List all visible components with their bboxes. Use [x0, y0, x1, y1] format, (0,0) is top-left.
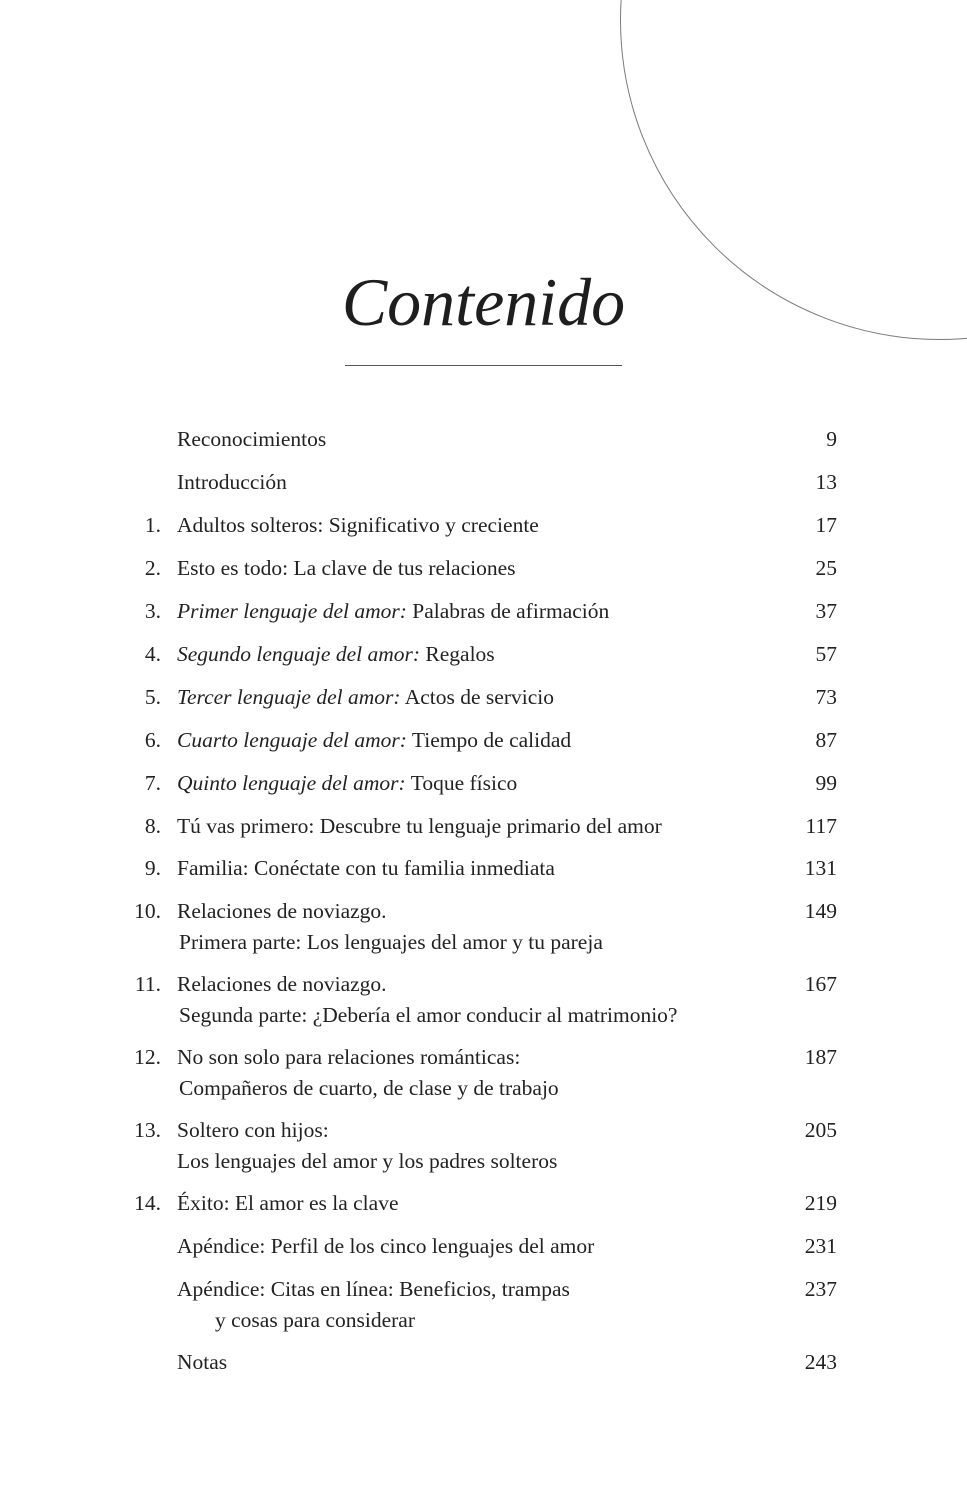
toc-entry-page: 187	[804, 1045, 837, 1069]
toc-entry-title: Tú vas primero: Descubre tu lenguaje primario del amor	[177, 814, 662, 838]
toc-entry-title: Familia: Conéctate con tu familia inmediata	[177, 856, 555, 880]
toc-entry-page: 9	[826, 427, 837, 451]
toc-entry-number: 7.	[144, 771, 161, 795]
toc-entry-page: 99	[815, 771, 837, 795]
toc-entry-title-italic: Cuarto lenguaje del amor:	[177, 728, 407, 752]
toc-entry-title-rest: Tiempo de calidad	[406, 728, 572, 752]
toc-entry-number: 5.	[144, 685, 161, 709]
toc-entry-title	[177, 682, 554, 713]
toc-entry-number: 3.	[144, 599, 161, 623]
toc-entry-page: 13	[815, 470, 837, 494]
toc-entry-title	[177, 596, 609, 627]
toc-entry-title	[177, 768, 517, 799]
toc-entry-title: Éxito: El amor es la clave	[177, 1191, 399, 1215]
toc-entry-title	[177, 725, 571, 756]
toc-entry-title: Esto es todo: La clave de tus relaciones	[177, 556, 516, 580]
toc-entry-number: 6.	[144, 728, 161, 752]
toc-entry-number: 8.	[144, 814, 161, 838]
toc-entry-page: 57	[815, 642, 837, 666]
toc-entry-title	[177, 639, 495, 670]
toc-entry-title: Apéndice: Citas en línea: Beneficios, trampas	[177, 1277, 570, 1301]
toc-entry-page: 149	[804, 899, 837, 923]
toc-entry-page: 87	[815, 728, 837, 752]
toc-entry-subtitle: Compañeros de cuarto, de clase y de trabajo	[179, 1076, 559, 1100]
title-rule	[345, 365, 622, 366]
toc-entry-title-rest: Toque físico	[405, 771, 518, 795]
toc-entry-title-italic: Quinto lenguaje del amor:	[177, 771, 406, 795]
toc-entry-number: 10.	[134, 899, 161, 923]
toc-entry-number: 14.	[134, 1191, 161, 1215]
toc-entry-title: Apéndice: Perfil de los cinco lenguajes del amor	[177, 1234, 595, 1258]
toc-entry-page: 219	[804, 1191, 837, 1215]
toc-entry-title: Relaciones de noviazgo.	[177, 972, 387, 996]
toc-entry-title-rest: Regalos	[420, 642, 495, 666]
toc-entry-page: 17	[815, 513, 837, 537]
toc-entry-page: 243	[804, 1350, 837, 1374]
toc-entry-title: Introducción	[177, 470, 287, 494]
toc-entry-title: Notas	[177, 1350, 228, 1374]
toc-entry-title-rest: Palabras de afirmación	[406, 599, 610, 623]
toc-entry-page: 231	[804, 1234, 837, 1258]
toc-entry-number: 1.	[144, 513, 161, 537]
toc-entry-subtitle: Los lenguajes del amor y los padres solteros	[177, 1149, 558, 1173]
toc-entry-page: 25	[815, 556, 837, 580]
toc-entry-number: 12.	[134, 1045, 161, 1069]
toc-entry-title-italic: Primer lenguaje del amor:	[177, 599, 407, 623]
toc-entry-subtitle: Primera parte: Los lenguajes del amor y tu pareja	[179, 930, 603, 954]
toc-entry-number: 4.	[144, 642, 161, 666]
toc-entry-title: Soltero con hijos:	[177, 1118, 329, 1142]
toc-entry-title: No son solo para relaciones románticas:	[177, 1045, 521, 1069]
toc-entry-number: 2.	[144, 556, 161, 580]
toc-entry-title-rest: Actos de servicio	[400, 685, 554, 709]
toc-entry-subtitle: Segunda parte: ¿Debería el amor conducir al matrimonio?	[179, 1003, 678, 1027]
toc-entry-title: Adultos solteros: Significativo y creciente	[177, 513, 539, 537]
toc-entry-page: 237	[804, 1277, 837, 1301]
toc-entry-page: 37	[815, 599, 837, 623]
toc-entry-page: 117	[805, 814, 837, 838]
toc-entry-page: 73	[815, 685, 837, 709]
page-title: Contenido	[341, 264, 626, 340]
toc-entry-title: Relaciones de noviazgo.	[177, 899, 387, 923]
toc-entry-title-italic: Segundo lenguaje del amor:	[177, 642, 421, 666]
toc-entry-page: 205	[804, 1118, 837, 1142]
toc-entry-number: 11.	[134, 972, 161, 996]
toc-entry-number: 13.	[134, 1118, 161, 1142]
toc-entry-title-italic: Tercer lenguaje del amor:	[177, 685, 401, 709]
toc-entry-subtitle: y cosas para considerar	[215, 1308, 415, 1332]
toc-entry-title: Reconocimientos	[177, 427, 327, 451]
toc-entry-number: 9.	[144, 856, 161, 880]
toc-entry-page: 167	[804, 972, 837, 996]
toc-entry-page: 131	[804, 856, 837, 880]
